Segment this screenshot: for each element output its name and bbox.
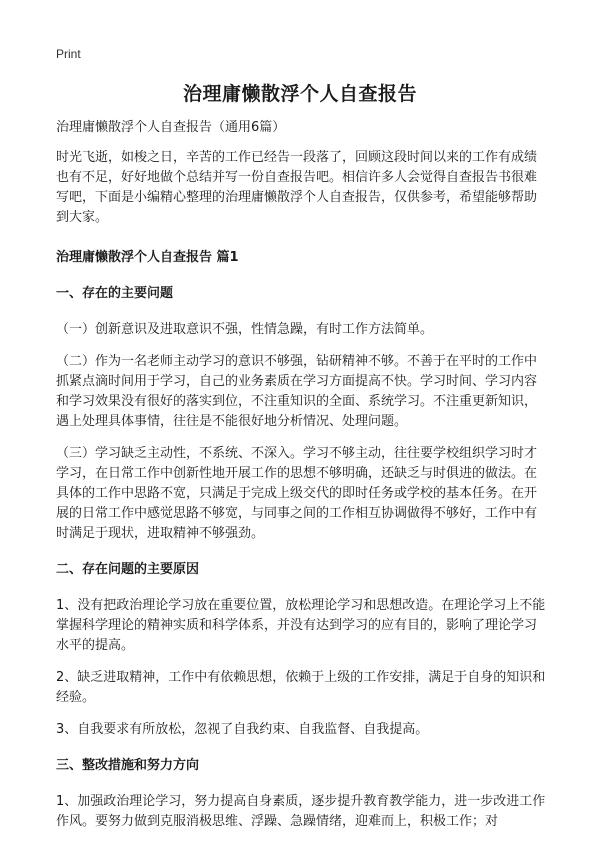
document-title: 治理庸懒散浮个人自查报告	[182, 83, 417, 105]
section-heading: 二、存在问题的主要原因	[56, 562, 200, 577]
article-heading: 治理庸懒散浮个人自查报告 篇1	[56, 250, 239, 265]
section-heading: 三、整改措施和努力方向	[56, 758, 200, 773]
paragraph: （一）创新意识及进取意识不强，性情急躁，有时工作方法简单。	[56, 322, 434, 337]
paragraph: 1、没有把政治理论学习放在重要位置，放松理论学习和思想改造。在理论学习上不能掌握科学理论的精神实质和科学体系，并没有达到学习的应有目的，影响了理论学习水平的提高。	[56, 598, 546, 653]
document-subtitle: 治理庸懒散浮个人自查报告（通用6篇）	[56, 120, 286, 135]
paragraph: 1、加强政治理论学习，努力提高自身素质，逐步提升教育教学能力，进一步改进工作作风。要努力做到克服消极思维、浮躁、急躁情绪，迎难而上，积极工作；对	[56, 794, 546, 829]
print-link[interactable]: Print	[56, 47, 81, 61]
paragraph: （二）作为一名老师主动学习的意识不够强，钻研精神不够。不善于在平时的工作中抓紧点滴时间用于学习，自己的业务素质在学习方面提高不快。学习时间、学习内容和学习效果没有很好的落实到位，不注重知识的全面、系统学习。不注重更新知识，遇上处理具体事情，往往是不能很好地分析情况、处理问题。	[56, 354, 538, 429]
paragraph: 2、缺乏进取精神，工作中有依赖思想，依赖于上级的工作安排，满足于自身的知识和经验。	[56, 670, 546, 705]
paragraph: （三）学习缺乏主动性，不系统、不深入。学习不够主动，往往要学校组织学习时才学习，在日常工作中创新性地开展工作的思想不够明确，还缺乏与时俱进的做法。在具体的工作中思路不宽，只满足于完成上级交代的即时任务或学校的基本任务。在开展的日常工作中感觉思路不够宽，与同事之间的工作相互协调做得不够好，工作中有时满足于现状，进取精神不够强劲。	[56, 446, 538, 541]
document-body	[56, 118, 548, 844]
paragraph: 3、自我要求有所放松，忽视了自我约束、自我监督、自我提高。	[56, 722, 429, 737]
section-heading: 一、存在的主要问题	[56, 286, 174, 301]
intro-paragraph: 时光飞逝，如梭之日，辛苦的工作已经告一段落了，回顾这段时间以来的工作有成绩也有不足，好好地做个总结并写一份自查报告吧。相信许多人会觉得自查报告书很难写吧，下面是小编精心整理的治理庸懒散浮个人自查报告，仅供参考，希望能够帮助到大家。	[56, 150, 538, 225]
